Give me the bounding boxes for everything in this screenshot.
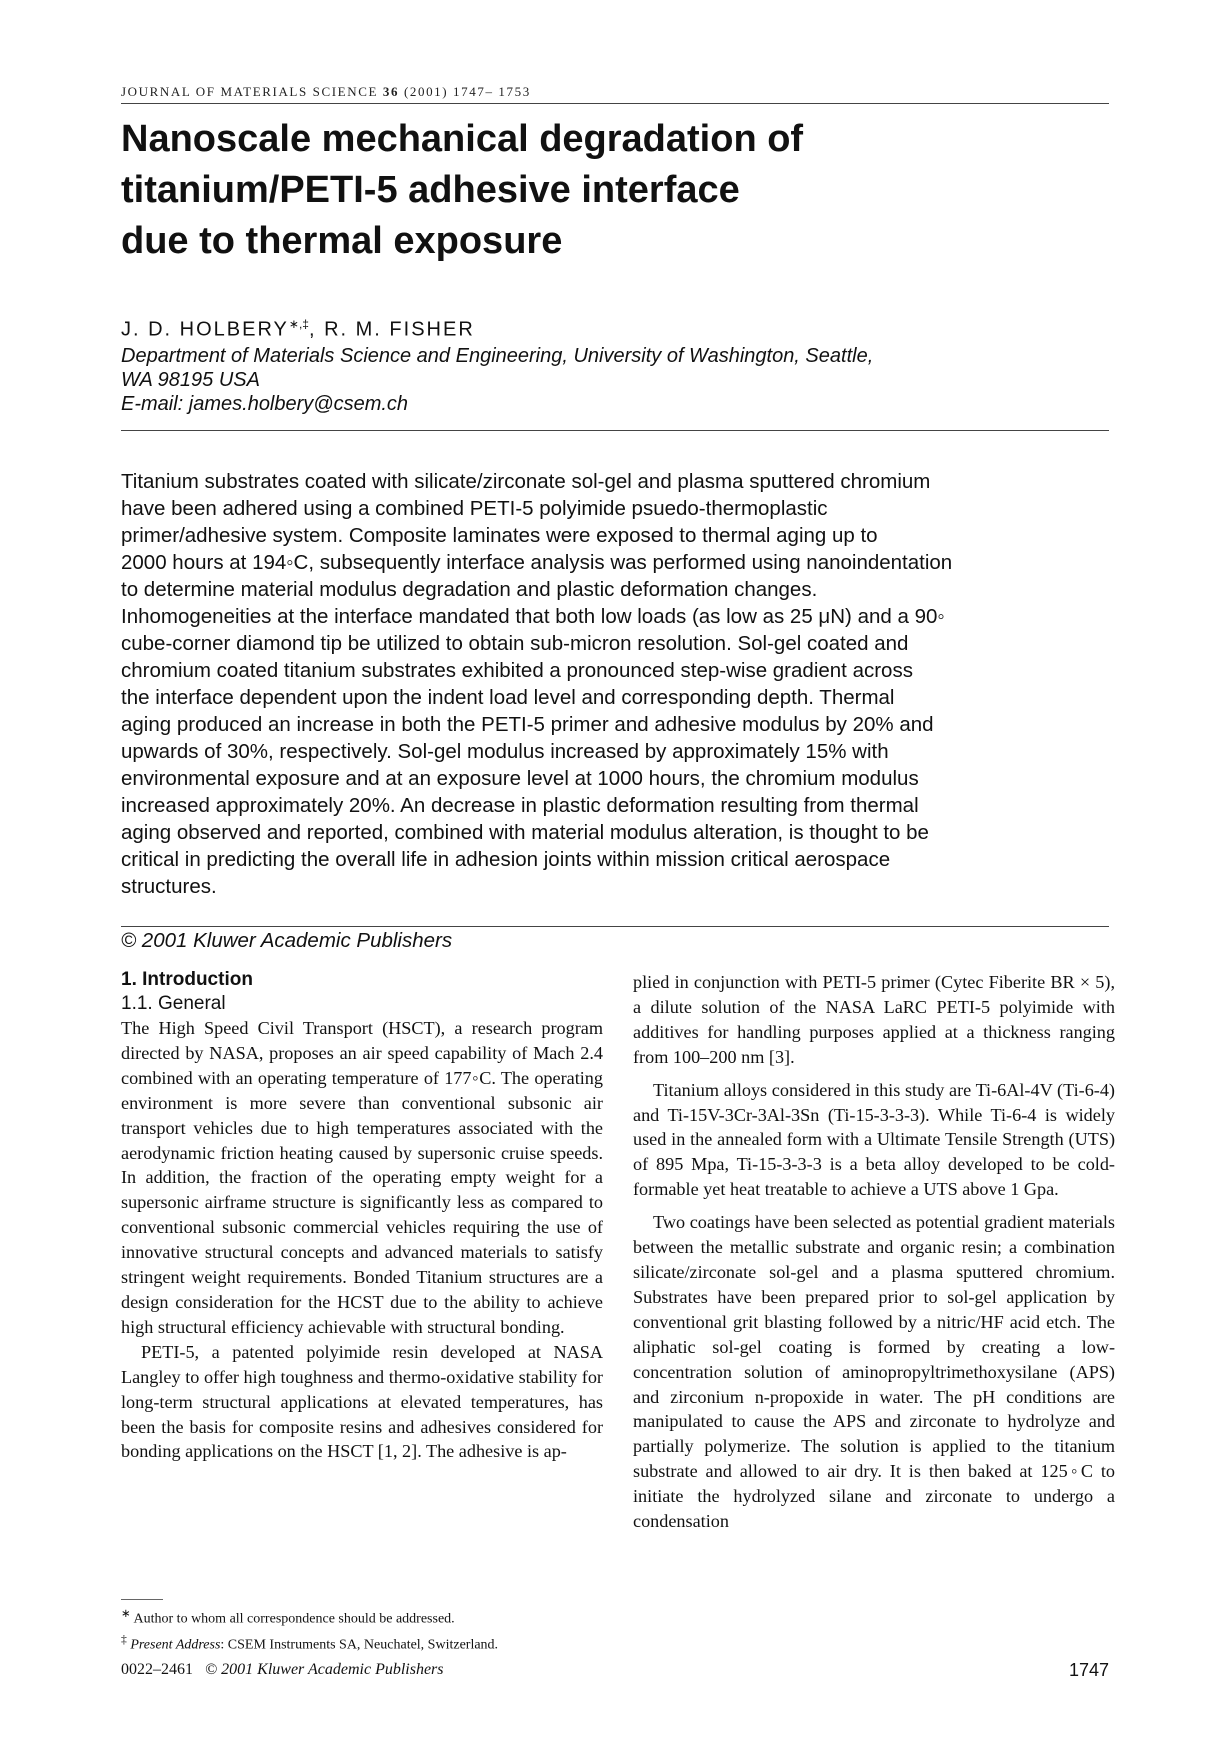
author-footnote-marks: ∗,‡ xyxy=(288,317,309,331)
running-head xyxy=(121,84,1109,104)
footnote-label: Present Address xyxy=(130,1637,221,1653)
footnote-mark: ∗ xyxy=(121,1607,131,1620)
footnote xyxy=(121,1604,821,1630)
abstract-line: have been adhered using a combined PETI-5 polyimide psuedo-thermoplastic xyxy=(121,497,828,520)
author-name: J. D. HOLBERY xyxy=(121,318,289,341)
subsection-heading: 1.1. General xyxy=(121,993,226,1014)
paragraph: Two coatings have been selected as potential gradient materials between the metallic substrate and organic resin; a combination silicate/zirconate sol-gel and a plasma sputtered chromium. Substrates have been prepared prior to sol-gel application by conventional grit blasting followed by a nitric/HF acid etch. The aliphatic sol-gel coating is formed by creating a low-concentration solution of aminopropyltrimethoxysilane (APS) and zirconium n-propoxide in water. The pH conditions are manipulated to cause the APS and zirconate to hydrolyze and partially polymerize. The solution is applied to the titanium substrate and allowed to air dry. It is then baked at 125◦C to initiate the hydrolyzed silane and zirconate to undergo a condensation xyxy=(633,1212,1115,1532)
journal-volume: 36 xyxy=(382,84,400,99)
abstract-line: aging produced an increase in both the PETI-5 primer and adhesive modulus by 20% and xyxy=(121,713,934,736)
page-number: 1747 xyxy=(1068,1660,1109,1680)
paragraph: The High Speed Civil Transport (HSCT), a research program directed by NASA, proposes an air speed capability of Mach 2.4 combined with an operating temperature of 177◦C. The operating environment is more severe than conventional subsonic air transport vehicles due to high temperatures associated with the aerodynamic friction heating caused by supersonic cruise speeds. In addition, the fraction of the operating empty weight for a supersonic airframe structure is significantly less as compared to conventional subsonic commercial vehicles requiring the use of innovative structural concepts and advanced materials to satisfy stringent weight requirements. Bonded Titanium structures are a design consideration for the HCST due to the ability to achieve high structural efficiency achievable with structural bonding. xyxy=(121,1018,603,1337)
abstract-top-rule xyxy=(121,430,1109,431)
abstract-line: Inhomogeneities at the interface mandated that both low loads (as low as 25 μN) and a 90◦ xyxy=(121,605,945,628)
paragraph: plied in conjunction with PETI-5 primer (Cytec Fiberite BR × 5), a dilute solution of the NASA LaRC PETI-5 polyimide with additives for handling purposes applied at a thickness ranging from 100–200 nm [3]. xyxy=(633,972,1115,1067)
abstract-line: 2000 hours at 194◦C, subsequently interface analysis was performed using nanoindentation xyxy=(121,551,953,574)
footer-copyright: © 2001 Kluwer Academic Publishers xyxy=(205,1661,444,1678)
title-line: titanium/PETI-5 adhesive interface xyxy=(121,169,740,211)
abstract-line xyxy=(121,873,1109,954)
paragraph: Titanium alloys considered in this study are Ti-6Al-4V (Ti-6-4) and Ti-15V-3Cr-3Al-3Sn (Ti-15-3-3-3). While Ti-6-4 is widely used in the annealed form with a Ultimate Tensile Strength (UTS) of 895 Mpa, Ti-15-3-3-3 is a beta alloy developed to be cold-formable yet heat treatable to achieve a UTS above 1 Gpa. xyxy=(633,1079,1115,1200)
journal-name: JOURNAL OF MATERIALS SCIENCE xyxy=(121,84,379,99)
footnote-mark: ‡ xyxy=(121,1632,127,1646)
author-list xyxy=(121,317,475,342)
abstract-line: Titanium substrates coated with silicate/zirconate sol-gel and plasma sputtered chromium xyxy=(121,470,931,493)
left-column xyxy=(121,968,603,1464)
footnote-rule xyxy=(121,1599,163,1600)
abstract-line: the interface dependent upon the indent load level and corresponding depth. Thermal xyxy=(121,686,895,709)
author-name: R. M. FISHER xyxy=(324,318,475,341)
abstract-line: critical in predicting the overall life in adhesion joints within mission critical aerospace xyxy=(121,848,891,871)
footnote xyxy=(121,1630,821,1656)
footnotes xyxy=(121,1604,821,1655)
page-footer xyxy=(121,1661,1109,1679)
title-line: Nanoscale mechanical degradation of xyxy=(121,118,804,160)
issn: 0022–2461 xyxy=(121,1661,193,1678)
abstract-line: aging observed and reported, combined with material modulus alteration, is thought to be xyxy=(121,821,929,844)
abstract xyxy=(121,468,1109,954)
abstract-line: cube-corner diamond tip be utilized to obtain sub-micron resolution. Sol-gel coated and xyxy=(121,632,909,655)
author-separator: , xyxy=(308,318,317,341)
abstract-line: to determine material modulus degradation and plastic deformation changes. xyxy=(121,578,818,601)
affiliation-line: Department of Materials Science and Engineering, University of Washington, Seattle, xyxy=(121,345,874,367)
paper-title xyxy=(121,114,1021,267)
affiliation xyxy=(121,344,1101,416)
abstract-line: environmental exposure and at an exposure level at 1000 hours, the chromium modulus xyxy=(121,767,919,790)
journal-year-pages: (2001) 1747– 1753 xyxy=(403,84,531,99)
abstract-last-text: structures. xyxy=(121,875,217,898)
paragraph: PETI-5, a patented polyimide resin developed at NASA Langley to offer high toughness and thermo-oxidative stability for long-term structural applications at elevated temperatures, has been the basis for composite resins and adhesives considered for bonding applications on the HSCT [1, 2]. The adhesive is ap- xyxy=(121,1341,603,1462)
title-line: due to thermal exposure xyxy=(121,220,563,262)
abstract-bottom-rule xyxy=(121,926,1109,927)
abstract-line: upwards of 30%, respectively. Sol-gel modulus increased by approximately 15% with xyxy=(121,740,889,763)
paper-page xyxy=(121,0,1115,1748)
footnote-text: : CSEM Instruments SA, Neuchatel, Switzerland. xyxy=(220,1637,499,1653)
abstract-line: increased approximately 20%. An decrease in plastic deformation resulting from thermal xyxy=(121,794,919,817)
affiliation-line: WA 98195 USA xyxy=(121,369,260,391)
abstract-line: chromium coated titanium substrates exhibited a pronounced step-wise gradient across xyxy=(121,659,913,682)
abstract-copyright: © 2001 Kluwer Academic Publishers xyxy=(121,929,453,952)
footnote-text: Author to whom all correspondence should be addressed. xyxy=(133,1611,455,1627)
abstract-line: primer/adhesive system. Composite laminates were exposed to thermal aging up to xyxy=(121,524,878,547)
section-heading: 1. Introduction xyxy=(121,969,253,990)
email-line: E-mail: james.holbery@csem.ch xyxy=(121,393,409,415)
right-column xyxy=(633,970,1115,1534)
